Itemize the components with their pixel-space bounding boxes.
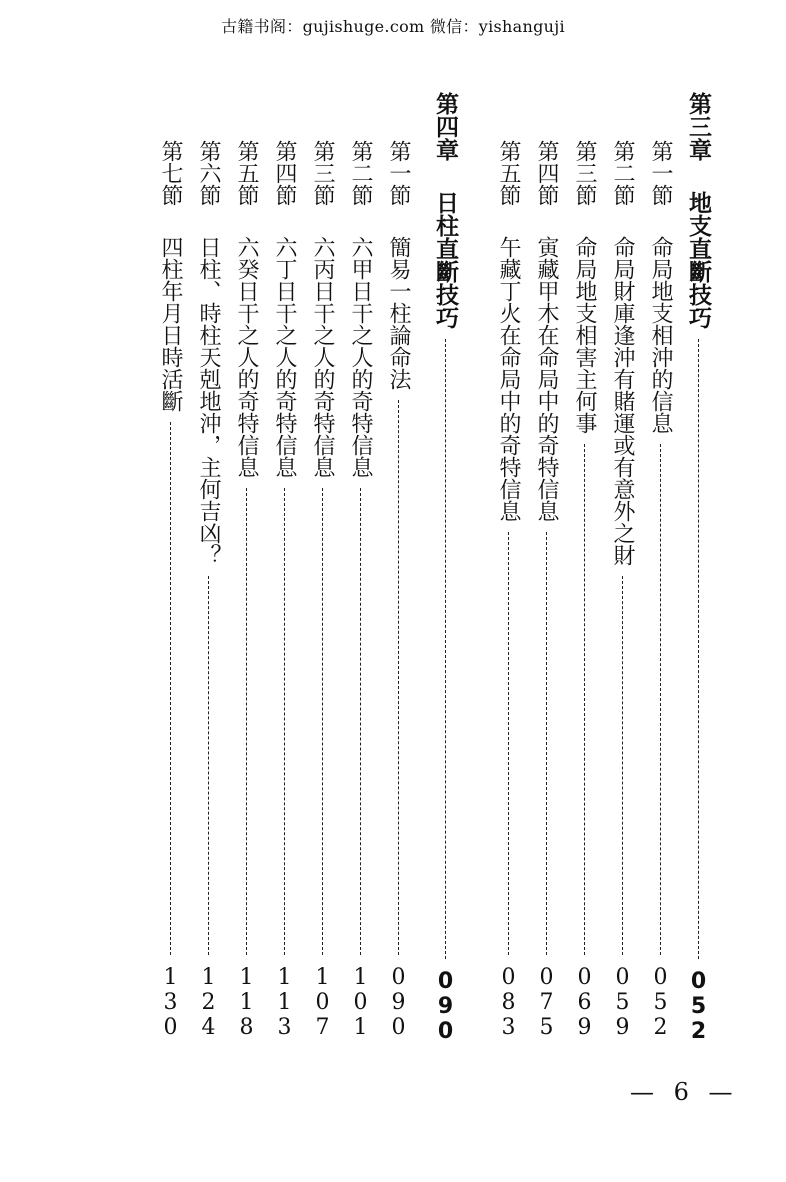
- toc-section-entry: [645, 140, 675, 1040]
- toc-page-number: 090: [433, 969, 458, 1044]
- toc-entry-title: 日柱、時柱天剋地沖，主何吉凶？: [196, 236, 221, 566]
- toc-page-number: 059: [610, 965, 635, 1040]
- toc-entry-label: 第二節: [610, 140, 635, 206]
- toc-entry-label: 第三節: [572, 140, 597, 206]
- toc-section-entry: [231, 140, 261, 1040]
- toc-section-entry: [607, 140, 637, 1040]
- toc-leader-line: [170, 422, 171, 955]
- toc-page-number: 083: [496, 965, 521, 1040]
- toc-entry-title: 午藏丁火在命局中的奇特信息: [496, 236, 521, 522]
- toc-entry-label: 第七節: [158, 140, 183, 206]
- toc-entry-label: 第一節: [386, 140, 411, 206]
- toc-page-number: 130: [158, 965, 183, 1040]
- toc-leader-line: [445, 339, 446, 959]
- page-number: — 6 —: [630, 1078, 739, 1106]
- toc-page-number: 118: [234, 965, 259, 1040]
- toc-section-entry: [569, 140, 599, 1040]
- toc-leader-line: [622, 576, 623, 955]
- toc-page-number: 052: [648, 965, 673, 1040]
- toc-section-entry: [493, 140, 523, 1040]
- toc-entry-label: 第四節: [534, 140, 559, 206]
- toc-entry-title: 六癸日干之人的奇特信息: [234, 236, 259, 478]
- toc-entry-label: 第一節: [648, 140, 673, 206]
- toc-entry-label: 第四章: [432, 92, 458, 161]
- toc-chapter-entry: [430, 92, 460, 1044]
- toc-chapter-entry: [683, 92, 713, 1044]
- toc-leader-line: [322, 488, 323, 955]
- toc-entry-label: 第五節: [234, 140, 259, 206]
- toc-entry-title: 寅藏甲木在命局中的奇特信息: [534, 236, 559, 522]
- watermark-header: 古籍书阁：gujishuge.com 微信：yishanguji: [221, 17, 565, 36]
- toc-page-number: 075: [534, 965, 559, 1040]
- toc-entry-title: 命局地支相沖的信息: [648, 236, 673, 434]
- toc-leader-line: [208, 576, 209, 955]
- toc-entry-title: 命局地支相害主何事: [572, 236, 597, 434]
- toc-leader-line: [360, 488, 361, 955]
- toc-page-number: 052: [686, 969, 711, 1044]
- toc-section-entry: [383, 140, 413, 1040]
- toc-section-entry: [531, 140, 561, 1040]
- toc-entry-title: 簡易一柱論命法: [386, 236, 411, 390]
- toc-page-number: 101: [348, 965, 373, 1040]
- toc-page-number: 090: [386, 965, 411, 1040]
- toc-page-number: 124: [196, 965, 221, 1040]
- toc-section-entry: [269, 140, 299, 1040]
- toc-leader-line: [284, 488, 285, 955]
- toc-section-entry: [345, 140, 375, 1040]
- toc-entry-label: 第六節: [196, 140, 221, 206]
- toc-leader-line: [698, 339, 699, 959]
- toc-entry-title: 六甲日干之人的奇特信息: [348, 236, 373, 478]
- toc-leader-line: [398, 400, 399, 955]
- toc-entry-title: 六丁日干之人的奇特信息: [272, 236, 297, 478]
- toc-section-entry: [307, 140, 337, 1040]
- toc-entry-label: 第三章: [685, 92, 711, 161]
- toc-page-number: 069: [572, 965, 597, 1040]
- toc-page-number: 113: [272, 965, 297, 1040]
- toc-entry-title: 六丙日干之人的奇特信息: [310, 236, 335, 478]
- toc-entry-label: 第四節: [272, 140, 297, 206]
- toc-entry-title: 四柱年月日時活斷: [158, 236, 183, 412]
- toc-leader-line: [584, 444, 585, 955]
- toc-entry-title: 命局財庫逢沖有賭運或有意外之財: [610, 236, 635, 566]
- toc-entry-title: 日柱直斷技巧: [432, 191, 458, 329]
- toc-section-entry: [155, 140, 185, 1040]
- toc-leader-line: [508, 532, 509, 955]
- toc-page-number: 107: [310, 965, 335, 1040]
- toc-entry-label: 第二節: [348, 140, 373, 206]
- toc-leader-line: [660, 444, 661, 955]
- toc-entry-title: 地支直斷技巧: [685, 191, 711, 329]
- toc-leader-line: [246, 488, 247, 955]
- toc-entry-label: 第三節: [310, 140, 335, 206]
- toc-section-entry: [193, 140, 223, 1040]
- toc-leader-line: [546, 532, 547, 955]
- toc-entry-label: 第五節: [496, 140, 521, 206]
